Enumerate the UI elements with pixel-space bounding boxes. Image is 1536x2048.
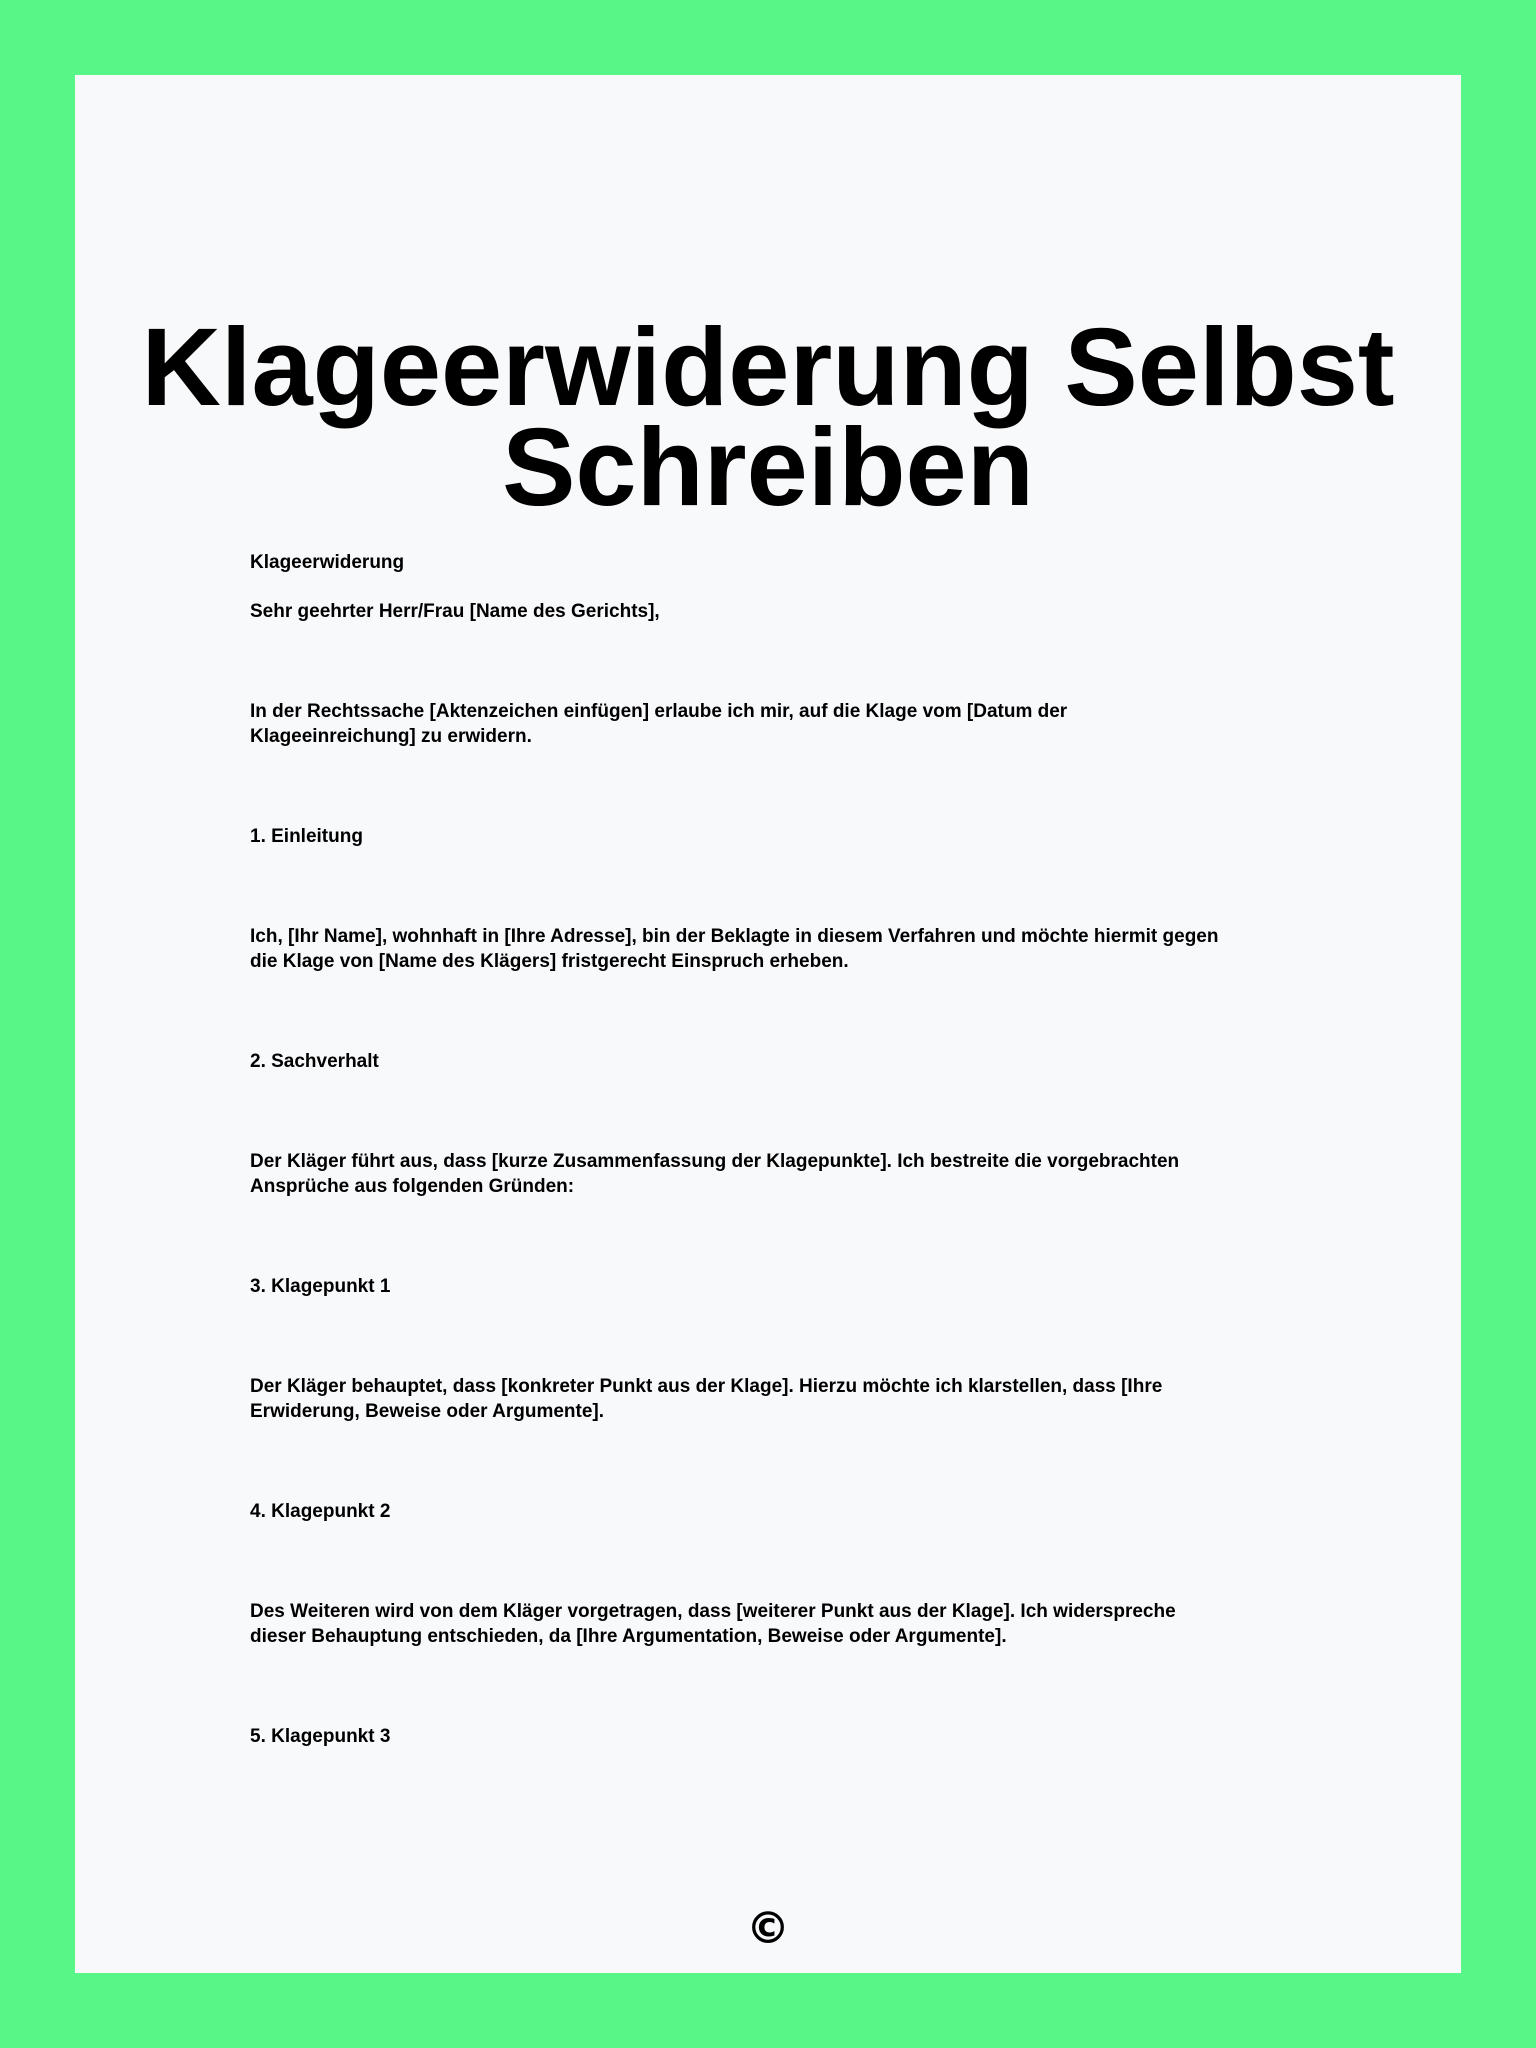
copyright-icon: ©: [746, 1903, 790, 1954]
section-einleitung-line-1: Ich, [Ihr Name], wohnhaft in [Ihre Adresse], bin der Beklagte in diesem Verfahren und möchte hiermit gegen: [250, 926, 1219, 947]
page-title: [75, 306, 1461, 529]
section-klagepunkt-1-line-1: Der Kläger behauptet, dass [konkreter Punkt aus der Klage]. Hierzu möchte ich klarstellen, dass [Ihre: [250, 1376, 1163, 1397]
section-klagepunkt-2-line-1: Des Weiteren wird von dem Kläger vorgetragen, dass [weiterer Punkt aus der Klage]. Ich widerspreche: [250, 1601, 1176, 1622]
section-klagepunkt-1-line-2: Erwiderung, Beweise oder Argumente].: [250, 1401, 605, 1422]
section-sachverhalt-line-1: Der Kläger führt aus, dass [kurze Zusammenfassung der Klagepunkte]. Ich bestreite die vorgebrachten: [250, 1151, 1180, 1172]
section-heading-einleitung: 1. Einleitung: [250, 826, 363, 847]
section-sachverhalt-line-2: Ansprüche aus folgenden Gründen:: [250, 1176, 575, 1197]
title-line-1: Klageerwiderung Selbst: [141, 306, 1395, 429]
section-heading-klagepunkt-3: 5. Klagepunkt 3: [250, 1726, 391, 1747]
salutation: Sehr geehrter Herr/Frau [Name des Gerichts],: [250, 601, 660, 622]
section-heading-sachverhalt: 2. Sachverhalt: [250, 1051, 379, 1072]
letter-heading: Klageerwiderung: [250, 552, 405, 573]
intro-line-2: Klageeinreichung] zu erwidern.: [250, 726, 532, 747]
document-page: [75, 75, 1461, 1973]
section-heading-klagepunkt-1: 3. Klagepunkt 1: [250, 1276, 391, 1297]
intro-line-1: In der Rechtssache [Aktenzeichen einfügen] erlaube ich mir, auf die Klage vom [Datum der: [250, 701, 1068, 722]
title-line-2: Schreiben: [502, 406, 1034, 529]
section-heading-klagepunkt-2: 4. Klagepunkt 2: [250, 1501, 391, 1522]
section-einleitung-line-2: die Klage von [Name des Klägers] fristgerecht Einspruch erheben.: [250, 951, 849, 972]
section-klagepunkt-2-line-2: dieser Behauptung entschieden, da [Ihre Argumentation, Beweise oder Argumente].: [250, 1626, 1007, 1647]
